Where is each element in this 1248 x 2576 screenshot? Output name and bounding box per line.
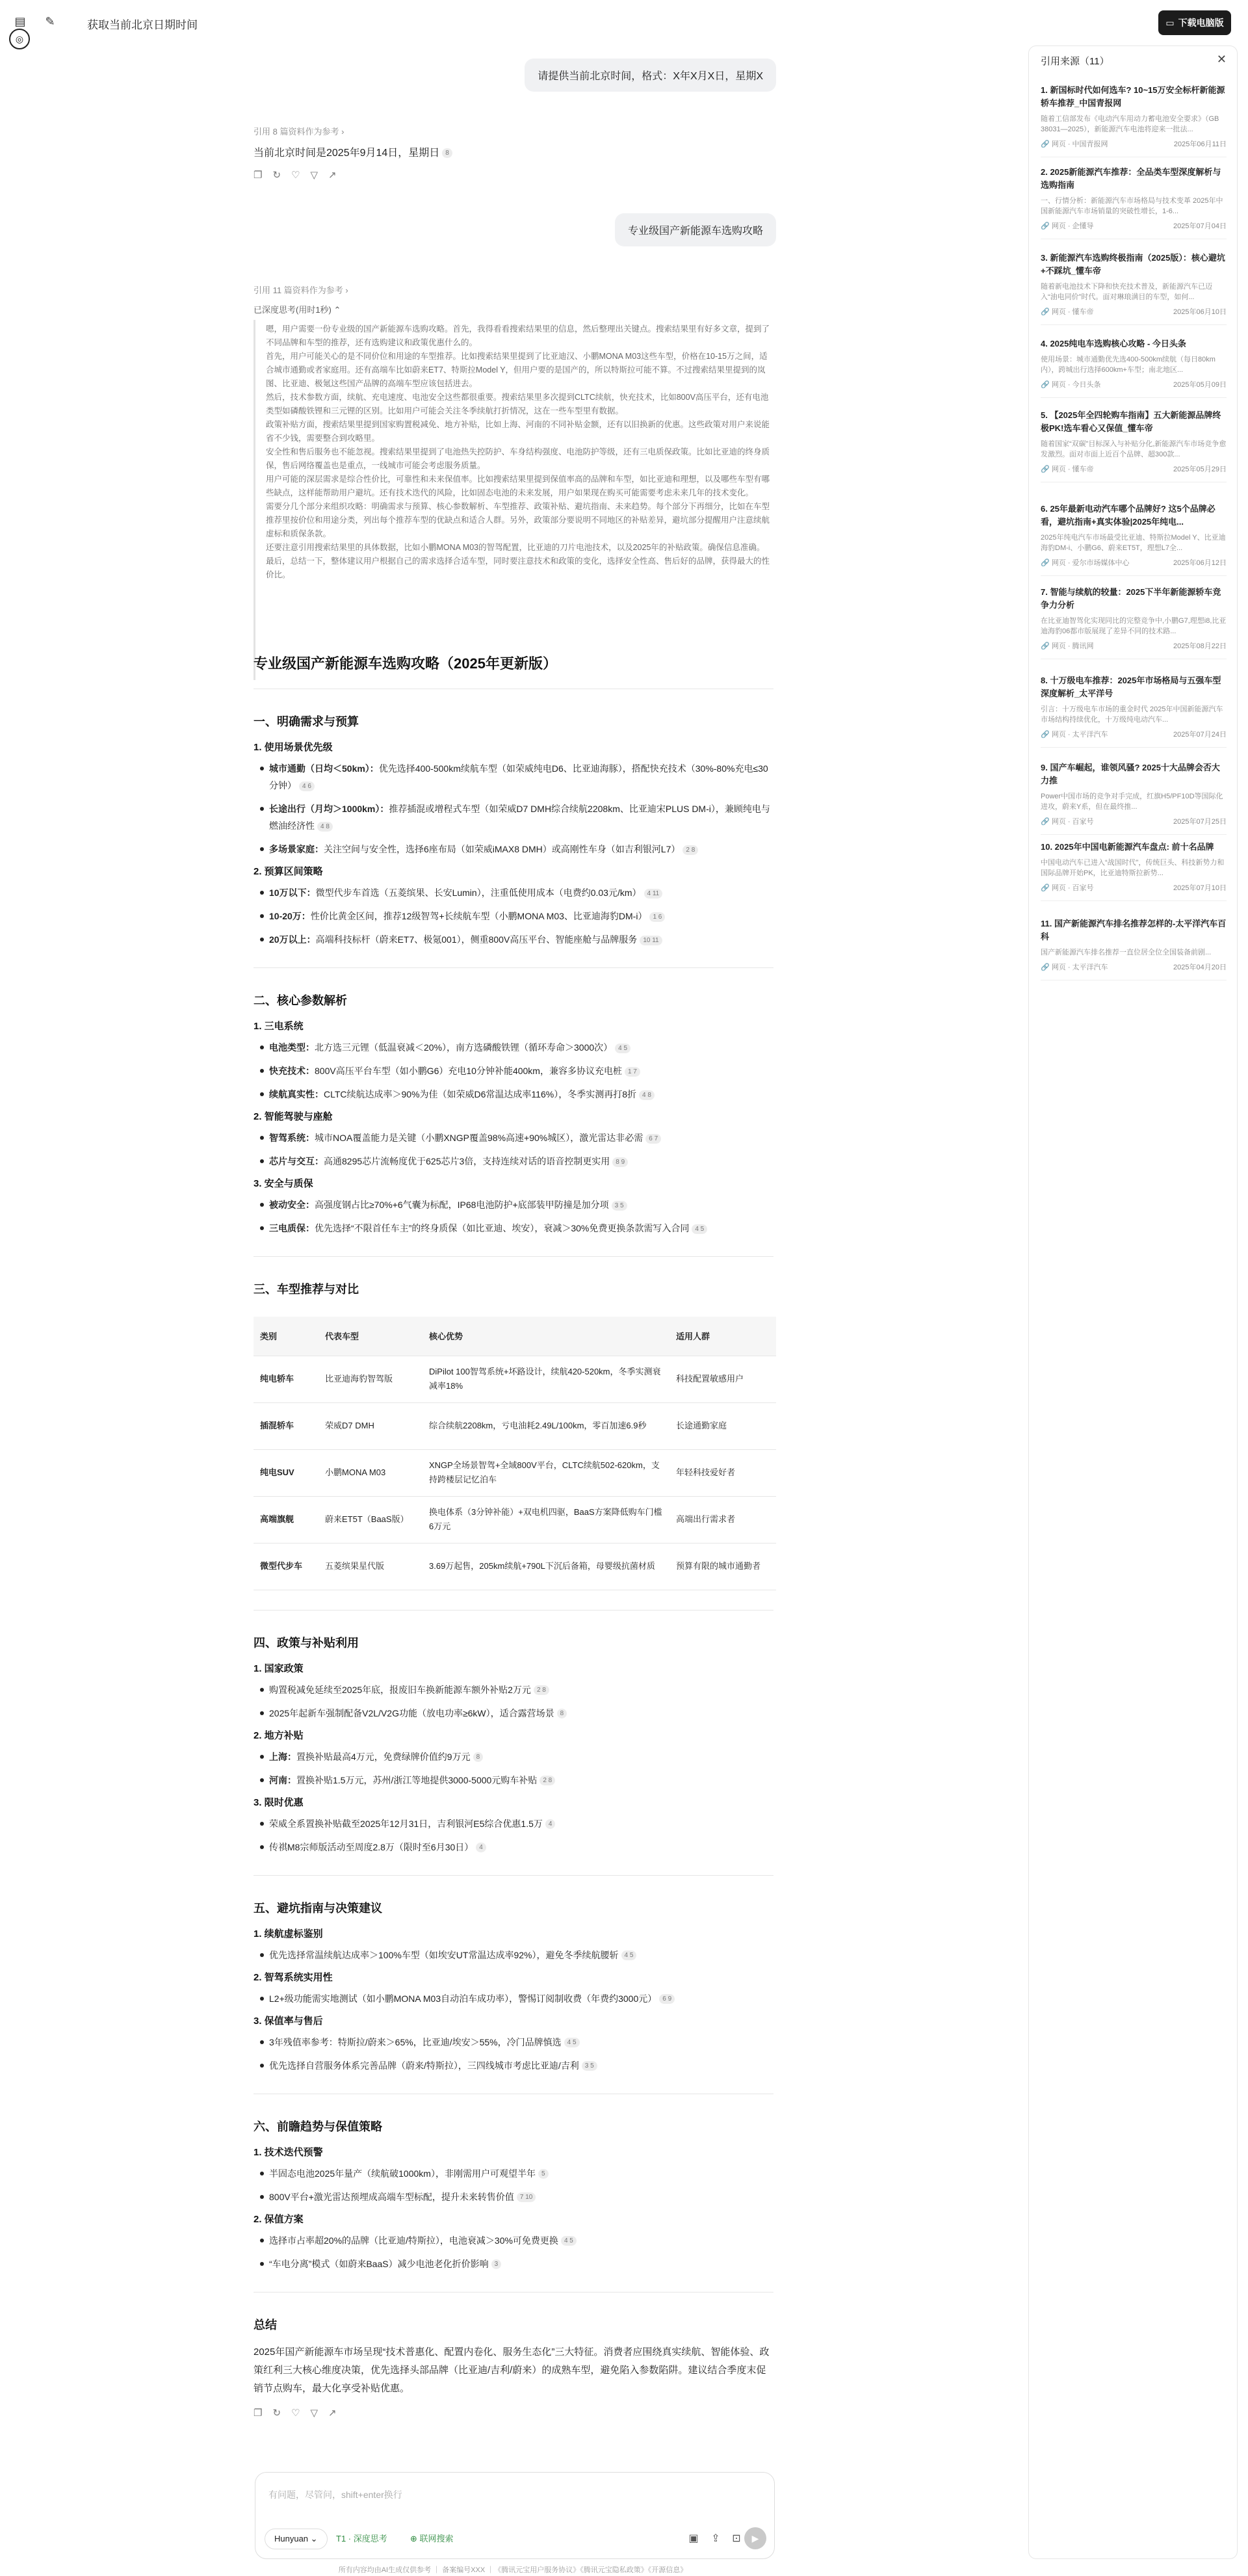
user-message-2: 专业级国产新能源车选购攻略 xyxy=(615,213,776,246)
bullet-list xyxy=(254,1990,774,2007)
top-bar xyxy=(0,0,1027,48)
citation-badge[interactable]: 2 8 xyxy=(534,1685,549,1695)
source-date: 2025年07月24日 xyxy=(1173,731,1227,739)
list-item xyxy=(269,800,774,834)
table-cell: 荣威D7 DMH xyxy=(318,1402,422,1449)
item-text: 置换补贴最高4万元，免费绿牌价值约9万元 xyxy=(296,1751,471,1762)
table-cell: 科技配置敏感用户 xyxy=(670,1356,776,1402)
file-upload-icon[interactable]: ⇪ xyxy=(711,2533,720,2544)
source-date: 2025年06月10日 xyxy=(1173,308,1227,316)
item-text: 高通8295芯片流畅度优于625芯片3倍，支持连续对话的语音控制更实用 xyxy=(324,1156,610,1166)
item-label: 20万以上： xyxy=(269,934,316,945)
source-title[interactable]: 9. 国产车崛起，谁领风骚? 2025十大品牌会否大力推 xyxy=(1041,763,1220,785)
table-cell: 比亚迪海豹智驾版 xyxy=(318,1356,422,1402)
section-heading: 一、明确需求与预算 xyxy=(254,715,359,728)
bullet-list xyxy=(254,1681,774,1722)
source-title[interactable]: 2. 2025新能源汽车推荐：全品类车型深度解析与选购指南 xyxy=(1041,167,1221,190)
citation-badge[interactable]: 8 9 xyxy=(612,1157,628,1167)
list-item xyxy=(269,2188,774,2205)
source-snippet: 随着新电池技术下降和快充技术普及，新能源汽车已迈入“油电同价”时代。面对琳琅满目的车型，如何... xyxy=(1041,283,1212,301)
item-text: “车电分离”模式（如蔚来BaaS）减少电池老化折价影响 xyxy=(269,2258,489,2269)
item-text: 高端科技标杆（蔚来ET7、极氪001），侧重800V高压平台、智能座舱与品牌服务 xyxy=(315,934,638,945)
source-site: 🔗 网页 · 太平洋汽车 xyxy=(1041,964,1108,971)
like-icon[interactable]: ♡ xyxy=(291,2407,300,2419)
bullet-list xyxy=(254,2034,774,2074)
list-item xyxy=(269,1129,774,1146)
section-heading: 四、政策与补贴利用 xyxy=(254,1636,359,1649)
source-item[interactable] xyxy=(1041,252,1227,325)
table-cell: 蔚来ET5T（BaaS版） xyxy=(318,1496,422,1543)
source-snippet: 引言：十万级电车市场的重金时代 2025年中国新能源汽车市场结构持续优化，十万级纯电动汽车... xyxy=(1041,705,1223,724)
source-item[interactable] xyxy=(1041,166,1227,239)
dislike-icon[interactable]: ▽ xyxy=(310,170,318,181)
user-message-1: 请提供当前北京时间，格式：X年X月X日，星期X xyxy=(525,59,776,92)
list-item xyxy=(269,1772,774,1789)
list-item xyxy=(269,841,774,858)
list-item xyxy=(269,1705,774,1722)
citation-badge[interactable]: 7 10 xyxy=(517,2192,536,2202)
table-row xyxy=(254,1449,776,1496)
table-cell: 换电体系（3分钟补能）+双电机四驱，BaaS方案降低购车门槛6万元 xyxy=(422,1496,670,1543)
link-icon: 🔗 xyxy=(1041,884,1052,892)
list-item xyxy=(269,2232,774,2249)
item-label: 续航真实性： xyxy=(269,1089,324,1099)
list-item xyxy=(269,1947,774,1964)
source-date: 2025年08月22日 xyxy=(1173,642,1227,650)
source-date: 2025年06月12日 xyxy=(1173,559,1227,567)
source-item[interactable] xyxy=(1041,674,1227,748)
source-snippet: 在比亚迪智驾化实现同比的完整竞争中,小鹏G7,理想i8,比亚迪海豹06都市版展现了差异不同的技术路... xyxy=(1041,617,1227,635)
source-snippet: 2025年纯电汽车市场最受比亚迪、特斯拉Model Y、比亚迪海豹DM-i、小鹏G6、蔚来ET5T，理想L7全... xyxy=(1041,534,1226,552)
table-cell: 五菱缤果星代版 xyxy=(318,1543,422,1590)
list-item xyxy=(269,2034,774,2051)
item-text: L2+级功能需实地测试（如小鹏MONA M03自动泊车成功率），警惕订阅制收费（年费约3000元） xyxy=(269,1993,657,2004)
regenerate-icon[interactable]: ↻ xyxy=(272,170,281,181)
list-item xyxy=(269,908,774,925)
reference-count-2[interactable]: 引用 11 篇资料作为参考 › xyxy=(254,285,348,295)
download-desktop-button[interactable]: ▭ 下载电脑版 xyxy=(1158,10,1231,35)
link-icon: 🔗 xyxy=(1041,818,1052,826)
citation-badge[interactable]: 4 11 xyxy=(644,889,663,899)
summary-text: 2025年国产新能源车市场呈现“技术普惠化、配置内卷化、服务生态化”三大特征。消费者应围绕真实续航、智能体验、政策红利三大核心维度决策，优先选择头部品牌（比亚迪/吉利/蔚来）的成熟车型，避免陷入参数陷阱。建议结合季度末促销节点购车，最大化享受补贴优惠。 xyxy=(254,2346,770,2394)
item-text: 高强度钢占比≥70%+6气囊为标配，IP68电池防护+底部装甲防撞是加分项 xyxy=(315,1200,609,1210)
item-label: 被动安全： xyxy=(269,1200,315,1210)
model-selector[interactable]: Hunyuan ⌄ xyxy=(265,2529,328,2549)
sources-panel xyxy=(1028,46,1238,2559)
item-label: 城市通勤（日均＜50km）： xyxy=(269,763,379,774)
list-item xyxy=(269,884,774,901)
citation-badge[interactable]: 4 5 xyxy=(621,1951,637,1960)
list-item xyxy=(269,1815,774,1832)
source-snippet: 随着工信部发布《电动汽车用动力蓄电池安全要求》（GB 38031—2025），新能源汽车电池将迎来一批法... xyxy=(1041,115,1219,133)
item-text: 城市NOA覆盖能力是关键（小鹏XNGP覆盖98%高速+90%城区），激光雷达非必需 xyxy=(315,1133,644,1143)
new-chat-icon[interactable]: ✎ xyxy=(45,15,55,28)
footer-disclaimer: 所有内容均由AI生成仅供参考 ｜ 备案编号XXX ｜《腾讯元宝用户服务协议》《腾讯元宝隐私政策》《开源信息》 xyxy=(338,2566,688,2574)
item-text: 优先选择常温续航达成率＞100%车型（如埃安UT常温达成率92%），避免冬季续航腰斩 xyxy=(269,1949,619,1960)
source-date: 2025年05月09日 xyxy=(1173,381,1227,389)
citation-badge[interactable]: 3 xyxy=(491,2259,502,2269)
item-text: 选择市占率超20%的品牌（比亚迪/特斯拉），电池衰减＞30%可免费更换 xyxy=(269,2235,558,2246)
item-text: 微型代步车首选（五菱缤果、长安Lumin），注重低使用成本（电费约0.03元/km） xyxy=(315,887,642,898)
source-date: 2025年05月29日 xyxy=(1173,466,1227,473)
table-cell: 高端旗舰 xyxy=(254,1496,318,1543)
citation-badge[interactable]: 5 xyxy=(538,2169,549,2179)
table-cell: 纯电轿车 xyxy=(254,1356,318,1402)
regenerate-icon[interactable]: ↻ xyxy=(272,2407,281,2419)
source-site: 🔗 网页 · 今日头条 xyxy=(1041,381,1101,389)
table-header: 类别 xyxy=(254,1317,318,1356)
bullet-list xyxy=(254,1947,774,1964)
section-heading: 六、前瞻趋势与保值策略 xyxy=(254,2120,382,2133)
item-text: 优先选择400-500km续航车型（如荣威纯电D6、比亚迪海豚），搭配快充技术（30%-80%充电≤30分钟） xyxy=(269,763,768,791)
bullet-list xyxy=(254,1815,774,1856)
conversation-title[interactable]: 获取当前北京日期时间 xyxy=(87,19,198,31)
source-snippet: 一、行情分析：新能源汽车市场格局与技术变革 2025年中国新能源汽车市场销量的突破性增长，1-6... xyxy=(1041,197,1223,215)
answer-1: 当前北京时间是2025年9月14日，星期日 8 xyxy=(254,144,452,159)
list-item xyxy=(269,1990,774,2007)
image-upload-icon[interactable]: ▣ xyxy=(688,2533,699,2544)
source-site: 🔗 网页 · 百家号 xyxy=(1041,884,1094,892)
link-icon: 🔗 xyxy=(1041,731,1052,739)
item-label: 多场景家庭： xyxy=(269,844,324,854)
citation-badge[interactable]: 4 8 xyxy=(639,1090,655,1100)
link-icon: 🔗 xyxy=(1041,140,1052,148)
table-cell: DiPilot 100智驾系统+坏路设计，续航420-520km，冬季实测衰减率18% xyxy=(422,1356,670,1402)
send-button[interactable]: ▶ xyxy=(744,2527,766,2549)
source-site: 🔗 网页 · 中国青报网 xyxy=(1041,140,1108,148)
source-title[interactable]: 11. 国产新能源汽车排名推荐怎样的-太平洋汽车百科 xyxy=(1041,919,1227,941)
source-date: 2025年06月11日 xyxy=(1173,140,1227,148)
app-logo-icon[interactable]: ◎ xyxy=(9,29,30,49)
link-icon: 🔗 xyxy=(1041,381,1052,389)
list-item xyxy=(269,2057,774,2074)
list-item xyxy=(269,1681,774,1698)
item-label: 长途出行（月均＞1000km）： xyxy=(269,804,389,814)
source-site: 🔗 网页 · 企懂导 xyxy=(1041,222,1094,230)
item-text: 800V高压平台车型（如小鹏G6）充电10分钟补能400km，兼容多协议充电桩 xyxy=(315,1066,622,1076)
citation-badge[interactable]: 3 5 xyxy=(612,1201,627,1211)
section-heading: 五、避坑指南与决策建议 xyxy=(254,1901,382,1915)
source-title[interactable]: 5. 【2025年全四轮购车指南】五大新能源品牌终极PK!选车看心又保值_懂车帝 xyxy=(1041,410,1221,433)
citation-badge[interactable]: 6 7 xyxy=(645,1134,661,1144)
table-row xyxy=(254,1496,776,1543)
item-label: 河南： xyxy=(269,1774,296,1785)
item-text: CLTC续航达成率＞90%为佳（如荣威D6常温达成率116%），冬季实测再打8折 xyxy=(324,1089,636,1099)
source-site: 🔗 网页 · 懂车帝 xyxy=(1041,308,1094,316)
section-heading: 二、核心参数解析 xyxy=(254,994,347,1007)
citation-badge[interactable]: 4 5 xyxy=(564,2038,580,2047)
source-item[interactable] xyxy=(1041,337,1227,398)
source-snippet: 随着国家“双碳”目标深入与补贴分化,新能源汽车市场竞争愈发激烈。面对市面上近百个品牌、超300款... xyxy=(1041,440,1227,458)
answer-1-toolbar xyxy=(254,169,337,181)
item-label: 10万以下： xyxy=(269,887,316,898)
link-icon: 🔗 xyxy=(1041,308,1052,316)
bullet-list xyxy=(254,884,774,948)
citation-badge[interactable]: 4 8 xyxy=(317,822,333,832)
bullet-list xyxy=(254,1748,774,1789)
item-text: 北方选三元锂（低温衰减＜20%），南方选磷酸铁锂（循环寿命＞3000次） xyxy=(315,1042,613,1053)
citation-badge[interactable]: 1 7 xyxy=(625,1067,640,1077)
source-date: 2025年07月10日 xyxy=(1173,884,1227,892)
citation-badge[interactable]: 4 5 xyxy=(615,1044,630,1053)
list-item xyxy=(269,1039,774,1056)
chat-input[interactable]: 有问题，尽管问，shift+enter换行 xyxy=(268,2490,402,2500)
source-site: 🔗 网页 · 太平洋汽车 xyxy=(1041,731,1108,739)
bullet-list xyxy=(254,2165,774,2205)
item-text: 荣威全系置换补贴截至2025年12月31日，吉利银河E5综合优惠1.5万 xyxy=(269,1818,543,1829)
answer-2-toolbar xyxy=(254,2407,774,2419)
source-item[interactable] xyxy=(1041,409,1227,482)
source-site: 🔗 网页 · 腾讯网 xyxy=(1041,642,1094,650)
list-item xyxy=(269,1196,774,1213)
link-icon: 🔗 xyxy=(1041,964,1052,971)
reference-count-1[interactable]: 引用 8 篇资料作为参考 › xyxy=(254,127,344,137)
table-cell: XNGP全场景智驾+全域800V平台，CLTC续航502-620km，支持跨楼层记忆泊车 xyxy=(422,1449,670,1496)
item-text: 传祺M8宗师版活动至周度2.8万（限时至6月30日） xyxy=(269,1841,474,1852)
table-header: 代表车型 xyxy=(318,1317,422,1356)
citation-badge[interactable]: 4 xyxy=(545,1819,556,1829)
list-item xyxy=(269,2165,774,2182)
vehicle-table-scroll[interactable] xyxy=(254,1308,776,1590)
deep-think-toggle[interactable]: T1 · 深度思考 xyxy=(336,2534,387,2543)
share-icon[interactable]: ↗ xyxy=(328,2407,337,2419)
table-row xyxy=(254,1402,776,1449)
list-item xyxy=(269,1220,774,1237)
source-item[interactable] xyxy=(1041,761,1227,835)
table-header: 适用人群 xyxy=(670,1317,776,1356)
table-cell: 综合续航2208km，亏电油耗2.49L/100km，零百加速6.9秒 xyxy=(422,1402,670,1449)
list-item xyxy=(269,1748,774,1765)
chat-area xyxy=(250,48,776,2506)
table-cell: 微型代步车 xyxy=(254,1543,318,1590)
item-text: 性价比黄金区间，推荐12级智驾+长续航车型（小鹏MONA M03、比亚迪海豹DM-i） xyxy=(310,911,647,921)
source-snippet: 使用场景：城市通勤优先选400-500km续航（每日80km内），跨城出行选择600km+车型；南北地区... xyxy=(1041,356,1216,374)
source-item[interactable] xyxy=(1041,84,1227,157)
dislike-icon[interactable]: ▽ xyxy=(310,2407,318,2419)
table-cell: 长途通勤家庭 xyxy=(670,1402,776,1449)
source-site: 🔗 网页 · 爱尔市场媒体中心 xyxy=(1041,559,1130,567)
table-cell: 小鹏MONA M03 xyxy=(318,1449,422,1496)
bullet-list xyxy=(254,1039,774,1103)
item-label: 三电质保： xyxy=(269,1223,315,1233)
chat-input-box xyxy=(255,2472,775,2559)
list-item xyxy=(269,2255,774,2272)
answer-2: 专业级国产新能源车选购攻略（2025年更新版） 一、明确需求与预算 1. 使用场景优先级 城市通勤（日均＜50km）：优先选择400-500km续航车型（如荣威纯电D6、比亚迪海豚），搭配快充技术（30%-80%充电≤30分钟） 4 6 长途出行（月均＞1000km）：推荐插混或增程式车型（如荣威D7 DMH综合续航2208km、比亚迪宋PLUS DM-i），兼顾纯电与燃油经济性 4 8 多场景家庭：关注空间与安全性，选择6座布局（如荣威iMAX8 DMH）或高刚性车身（如吉利银河L7） 2 8 2. 预算区间策略 10万以下：微型代步车首选（五菱缤果、长安Lumin），注重低使用成本（电费约0.03元/km） 4 11 10-20万：性价比黄金区间，推荐12级智驾+长续航车型（小鹏MONA M03、比亚迪海豹DM-i） 1 6 20万以上：高端科技标杆（蔚来ET7、极氪001），侧重800V高压平台、智能座舱与品牌服务 10 11 二、核心参数解析 1. 三电系统 电池类型：北方选三元锂（低温衰减＜20%），南方选磷酸铁锂（循环寿命＞3000次） 4 5 快充技术：800V高压平台车型（如小鹏G6）充电10分钟补能400km，兼容多协议充电桩 1 7 续航真实性：CLTC续航达成率＞90%为佳（如荣威D6常温达成率116%），冬季实测再打8折 4 8 2. 智能驾驶与座舱 智驾系统：城市NOA覆盖能力是关键（小鹏XNGP覆盖98%高速+90%城区），激光雷达非必需 6 7 芯片与交互：高通8295芯片流畅度优于625芯片3倍，支持连续对话的语音控制更实用 8 9 3. 安全与质保 被动安全：高强度钢占比≥70%+6气囊为标配，IP68电池防护+底部装甲防撞是加分项 3 5 三电质保：优先选择“不限首任车主”的终身质保（如比亚迪、埃安），衰减＞30%免费更换条款需写入合同 4 5 三、车型推荐与对比 类别 代表车型 核心优势 适用人群 纯电轿车 比亚迪海豹智驾版 DiPilot 100智驾系统+坏路设计，续航420-520km，冬季实测衰减率18% 科技配置敏感用户 插混轿车 荣威D7 DMH 综合续航2208km，亏电油耗2.49L/100km，零百加速6.9秒 长途通勤家庭 纯电SUV 小鹏MONA M03 XNGP全场景智驾+全域800V平台，CLTC续航502-620km，支持跨楼层记忆泊车 年轻科技爱好者 高端旗舰 蔚来ET5T（BaaS版） 换电体系（3分钟补能）+双电机四驱，BaaS方案降低购车门槛6万元 高端出行需求者 微型代步车 五菱缤果星代版 3.69万起售，205km续航+790L下沉后备箱，母婴级抗菌材质 预算有限的城市通勤者 四、政策与补贴利用 1. 国家政策 购置税减免延续至2025年底，报废旧车换新能源车额外补贴2万元 2 8 2025年起新车强制配备V2L/V2G功能（放电功率≥6kW），适合露营场景 8 2. 地方补贴 上海：置换补贴最高4万元，免费绿牌价值约9万元 8 河南：置换补贴1.5万元，苏州/浙江等地提供3000-5000元购车补贴 2 8 3. 限时优惠 荣威全系置换补贴截至2025年12月31日，吉利银河E5综合优惠1.5万 4 传祺M8宗师版活动至周度2.8万（限时至6月30日） 4 五、避坑指南与决策建议 1. 续航虚标鉴别 优先选择常温续航达成率＞100%车型（如埃安UT常温达成率92%），避免冬季续航腰斩 4 5 2. 智驾系统实用性 L2+级功能需实地测试（如小鹏MONA M03自动泊车成功率），警惕订阅制收费（年费约3000元） 6 9 3. 保值率与售后 3年残值率参考：特斯拉/蔚来＞65%，比亚迪/埃安＞55%，冷门品牌慎选 4 5 优先选择自营服务体系完善品牌（蔚来/特斯拉），三四线城市考虑比亚迪/吉利 3 5 六、前瞻趋势与保值策略 1. 技术迭代预警 半固态电池2025年量产（续航破1000km），非刚需用户可观望半年 5 800V平台+激光雷达预埋成高端车型标配，提升未来转售价值 7 10 2. 保值方案 选择市占率超20%的品牌（比亚迪/特斯拉），电池衰减＞30%可免费更换 4 5 “车电分离”模式（如蔚来BaaS）减少电池老化折价影响 3 总结 2025年国产新能源车市场呈现“技术普惠化、配置内卷化、服务生态化”三大特征。消费者应围绕真实续航、智能体验、政策红利三大核心维度决策，优先选择头部品牌（比亚迪/吉利/蔚来）的成熟车型，避免陷入参数陷阱。建议结合季度末促销节点购车，最大化享受补贴优惠。 ❐ ↻ ♡ ▽ ↗ xyxy=(254,653,774,2419)
thinking-toggle[interactable]: 已深度思考(用时1秒) ⌃ xyxy=(254,305,341,315)
copy-icon[interactable]: ❐ xyxy=(254,170,263,181)
list-item xyxy=(269,760,774,794)
list-item xyxy=(269,1086,774,1103)
citation-badge[interactable]: 4 5 xyxy=(561,2236,577,2246)
citation-badge[interactable]: 2 8 xyxy=(540,1776,555,1785)
item-label: 上海： xyxy=(269,1751,296,1762)
source-site: 🔗 网页 · 懂车帝 xyxy=(1041,466,1094,473)
citation-badge[interactable]: 2 8 xyxy=(682,845,698,855)
bullet-list xyxy=(254,1196,774,1237)
source-title[interactable]: 8. 十万级电车推荐：2025年市场格局与五强车型深度解析_太平洋号 xyxy=(1041,676,1221,698)
thinking-content: 嗯，用户需要一份专业级的国产新能源车选购攻略。首先，我得看看搜索结果里的信息，然后整理出关键点。搜索结果里有好多文章，提到了不同品牌和车型的推荐，还有选购建议和政策优惠什么的。 首先，用户可能关心的是不同价位和用途的车型推荐。比如搜索结果里提到了比亚迪汉、小鹏MONA M03这些车型，价格在10-15万之间，适合城市通勤或者家庭用。还有高端车比如蔚来ET7、特斯拉Model Y，但用户要的是国产的，所以特斯拉可能不算。不过搜索结果里提到的岚图、比亚迪、极氪这些国产品牌的高端车型应该包括进去。 然后，技术参数方面，续航、充电速度、电池安全这些都很重要。搜索结果里多次提到CLTC续航，快充技术，比如800V高压平台，还有电池类型如磷酸铁锂和三元锂的区别。比如用户可能会关注冬季续航打折情况，这在一些车型里有数据。 政策补贴方面，搜索结果里提到国家购置税减免、地方补贴，比如上海、河南的不同补贴金额，还有以旧换新的优惠。这些政策对用户来说能省不少钱，需要整合到攻略里。 安全性和售后服务也不能忽视。搜索结果里提到了电池热失控防护、车身结构强度、电池防护等级，还有三电质保政策。比如比亚迪的终身质保，售后网络覆盖也是重点，一线城市可能会考虑服务质量。 用户可能的深层需求是综合性价比，可靠性和未来保值率。比如搜索结果里提到保值率高的品牌和车型，如比亚迪和理想，以及哪些车型有哪些缺点，这样能帮助用户避坑。还有技术迭代的风险，比如固态电池的未来发展，用户如果现在购买可能需要考虑未来几年的技术变化。 需要分几个部分来组织攻略：明确需求与预算、核心参数解析、车型推荐、政策补贴、避坑指南、未来趋势。每个部分下再细分，比如在车型推荐里按价位和用途分类，列出每个推荐车型的优缺点和适合人群。另外，政策部分要说明不同地区的补贴差异，避坑部分提醒用户注意续航虚标和质保条款。 还要注意引用搜索结果里的具体数据，比如小鹏MONA M03的智驾配置，比亚迪的刀片电池技术，以及2025年的补贴政策。确保信息准确。 最后，总结一下，整体建议用户根据自己的需求选择合适车型，同时要注意技术和政策的变化，选择安全性高、售后好的品牌，获得最大的性价比。 xyxy=(254,320,774,680)
item-label: 快充技术： xyxy=(269,1066,315,1076)
table-row xyxy=(254,1356,776,1402)
citation-badge[interactable]: 8 xyxy=(557,1709,567,1718)
citation-badge[interactable]: 1 6 xyxy=(649,912,665,922)
citation-badge[interactable]: 8 xyxy=(442,148,452,158)
table-row xyxy=(254,1543,776,1590)
source-snippet: Power中国市场的竞争对手完成，红旗H5/PF10D等国际化进攻，蔚来Y系，但在最终推... xyxy=(1041,793,1223,811)
copy-icon[interactable]: ❐ xyxy=(254,2407,263,2419)
share-icon[interactable]: ↗ xyxy=(328,170,337,181)
link-icon: 🔗 xyxy=(1041,466,1052,473)
list-item xyxy=(269,931,774,948)
web-search-toggle[interactable]: ⊕ 联网搜索 xyxy=(410,2534,454,2543)
item-text: 3年残值率参考：特斯拉/蔚来＞65%，比亚迪/埃安＞55%，冷门品牌慎选 xyxy=(269,2036,562,2047)
sidebar-toggle-icon[interactable]: ▤ xyxy=(14,15,26,28)
close-icon[interactable]: ✕ xyxy=(1216,53,1227,66)
source-date: 2025年04月20日 xyxy=(1173,964,1227,971)
item-text: 800V平台+激光雷达预埋成高端车型标配，提升未来转售价值 xyxy=(269,2191,514,2202)
item-text: 2025年起新车强制配备V2L/V2G功能（放电功率≥6kW），适合露营场景 xyxy=(269,1707,554,1718)
source-title[interactable]: 4. 2025纯电车选购核心攻略 - 今日头条 xyxy=(1041,339,1186,348)
bullet-list xyxy=(254,2232,774,2272)
citation-badge[interactable]: 6 9 xyxy=(659,1994,675,2004)
source-snippet: 国产新能源汽车排名推荐一直位居全位全国装备前剧... xyxy=(1041,949,1212,956)
item-label: 10-20万： xyxy=(269,911,311,921)
source-title[interactable]: 1. 新国标时代如何选车? 10~15万安全标杆新能源轿车推荐_中国青报网 xyxy=(1041,85,1225,108)
list-item xyxy=(269,1062,774,1079)
summary-heading: 总结 xyxy=(254,2318,277,2332)
source-date: 2025年07月04日 xyxy=(1173,222,1227,230)
link-icon: 🔗 xyxy=(1041,222,1052,230)
source-title[interactable]: 7. 智能与续航的较量：2025下半年新能源轿车竞争力分析 xyxy=(1041,587,1221,610)
item-label: 芯片与交互： xyxy=(269,1156,324,1166)
citation-badge[interactable]: 3 5 xyxy=(582,2061,597,2071)
source-item[interactable] xyxy=(1041,841,1227,901)
table-cell: 3.69万起售，205km续航+790L下沉后备箱，母婴级抗菌材质 xyxy=(422,1543,670,1590)
citation-badge[interactable]: 4 6 xyxy=(299,782,315,791)
table-cell: 插混轿车 xyxy=(254,1402,318,1449)
link-icon: 🔗 xyxy=(1041,559,1052,567)
citation-badge[interactable]: 4 5 xyxy=(692,1224,707,1234)
item-text: 半固态电池2025年量产（续航破1000km），非刚需用户可观望半年 xyxy=(269,2168,536,2179)
link-icon: 🔗 xyxy=(1041,642,1052,650)
citation-badge[interactable]: 10 11 xyxy=(640,936,662,945)
item-text: 优先选择自营服务体系完善品牌（蔚来/特斯拉），三四线城市考虑比亚迪/吉利 xyxy=(269,2060,579,2071)
citation-badge[interactable]: 4 xyxy=(476,1843,486,1852)
item-text: 优先选择“不限首任车主”的终身质保（如比亚迪、埃安），衰减＞30%免费更换条款需写入合同 xyxy=(315,1223,690,1233)
source-snippet: 中国电动汽车已进入“战国时代”，传统巨头、科技新势力和国际品牌开始PK，比亚迪特斯拉新势... xyxy=(1041,859,1225,877)
table-cell: 高端出行需求者 xyxy=(670,1496,776,1543)
desktop-icon: ▭ xyxy=(1165,17,1175,28)
item-text: 推荐插混或增程式车型（如荣威D7 DMH综合续航2208km、比亚迪宋PLUS DM-i），兼顾纯电与燃油经济性 xyxy=(269,804,770,831)
source-title[interactable]: 6. 25年最新电动汽车哪个品牌好? 这5个品牌必看，避坑指南+真实体验|2025年纯电... xyxy=(1041,504,1216,527)
table-cell: 预算有限的城市通勤者 xyxy=(670,1543,776,1590)
list-item xyxy=(269,1153,774,1170)
table-header: 核心优势 xyxy=(422,1317,670,1356)
item-text: 关注空间与安全性，选择6座布局（如荣威iMAX8 DMH）或高刚性车身（如吉利银河L7） xyxy=(324,844,681,854)
source-item[interactable] xyxy=(1041,503,1227,576)
answer-title: 专业级国产新能源车选购攻略（2025年更新版） xyxy=(254,655,557,672)
vehicle-table xyxy=(254,1317,776,1590)
table-cell: 纯电SUV xyxy=(254,1449,318,1496)
source-site: 🔗 网页 · 百家号 xyxy=(1041,818,1094,826)
source-title[interactable]: 3. 新能源汽车选购终极指南（2025版）：核心避坑+不踩坑_懂车帝 xyxy=(1041,253,1225,276)
bullet-list xyxy=(254,760,774,858)
item-label: 电池类型： xyxy=(269,1042,315,1053)
citation-badge[interactable]: 8 xyxy=(473,1752,484,1762)
section-heading: 三、车型推荐与对比 xyxy=(254,1283,359,1296)
attach-icon[interactable]: ⊡ xyxy=(732,2533,741,2544)
item-text: 购置税减免延续至2025年底，报废旧车换新能源车额外补贴2万元 xyxy=(269,1684,531,1695)
bullet-list xyxy=(254,1129,774,1170)
source-title[interactable]: 10. 2025年中国电新能源汽车盘点: 前十名品牌 xyxy=(1041,842,1214,852)
source-item[interactable] xyxy=(1041,586,1227,659)
table-cell: 年轻科技爱好者 xyxy=(670,1449,776,1496)
list-item xyxy=(269,1839,774,1856)
item-label: 智驾系统： xyxy=(269,1133,315,1143)
item-text: 置换补贴1.5万元，苏州/浙江等地提供3000-5000元购车补贴 xyxy=(296,1774,538,1785)
source-item[interactable] xyxy=(1041,917,1227,980)
sources-title: 引用来源（11） xyxy=(1041,56,1110,67)
like-icon[interactable]: ♡ xyxy=(291,170,300,181)
source-date: 2025年07月25日 xyxy=(1173,818,1227,826)
